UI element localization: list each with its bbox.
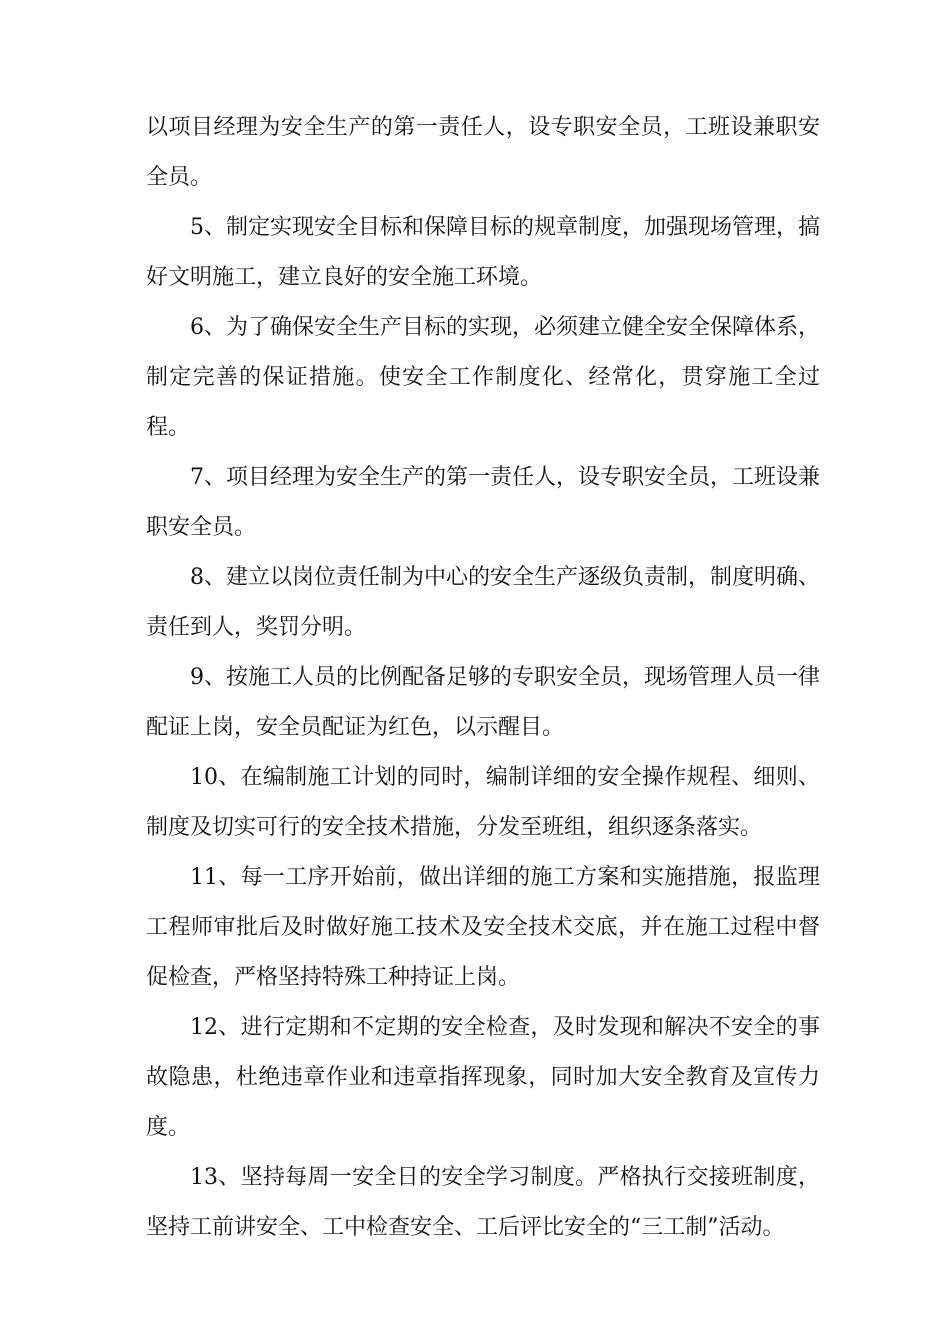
paragraph-item-10: 10、在编制施工计划的同时，编制详细的安全操作规程、细则、制度及切实可行的安全技术措施，分发至班组，组织逐条落实。 — [146, 765, 820, 840]
paragraph-item-9: 9、按施工人员的比例配备足够的专职安全员，现场管理人员一律配证上岗，安全员配证为红色，以示醒目。 — [146, 665, 820, 740]
paragraph-item-11: 11、每一工序开始前，做出详细的施工方案和实施措施，报监理工程师审批后及时做好施工技术及安全技术交底，并在施工过程中督促检查，严格坚持特殊工种持证上岗。 — [146, 865, 820, 990]
paragraph-item-12: 12、进行定期和不定期的安全检查，及时发现和解决不安全的事故隐患，杜绝违章作业和违章指挥现象，同时加大安全教育及宣传力度。 — [146, 1015, 820, 1140]
paragraph-item-13: 13、坚持每周一安全日的安全学习制度。严格执行交接班制度，坚持工前讲安全、工中检查安全、工后评比安全的“三工制”活动。 — [146, 1165, 820, 1240]
paragraph-item-5: 5、制定实现安全目标和保障目标的规章制度，加强现场管理，搞好文明施工，建立良好的安全施工环境。 — [146, 215, 820, 290]
paragraph-item-8: 8、建立以岗位责任制为中心的安全生产逐级负责制，制度明确、责任到人，奖罚分明。 — [146, 565, 820, 640]
paragraph-item-6: 6、为了确保安全生产目标的实现，必须建立健全安全保障体系，制定完善的保证措施。使安全工作制度化、经常化，贯穿施工全过程。 — [146, 315, 820, 440]
paragraph-continued: 以项目经理为安全生产的第一责任人，设专职安全员，工班设兼职安全员。 — [146, 115, 820, 190]
document-body — [146, 103, 820, 1253]
paragraph-item-7: 7、项目经理为安全生产的第一责任人，设专职安全员，工班设兼职安全员。 — [146, 465, 820, 540]
